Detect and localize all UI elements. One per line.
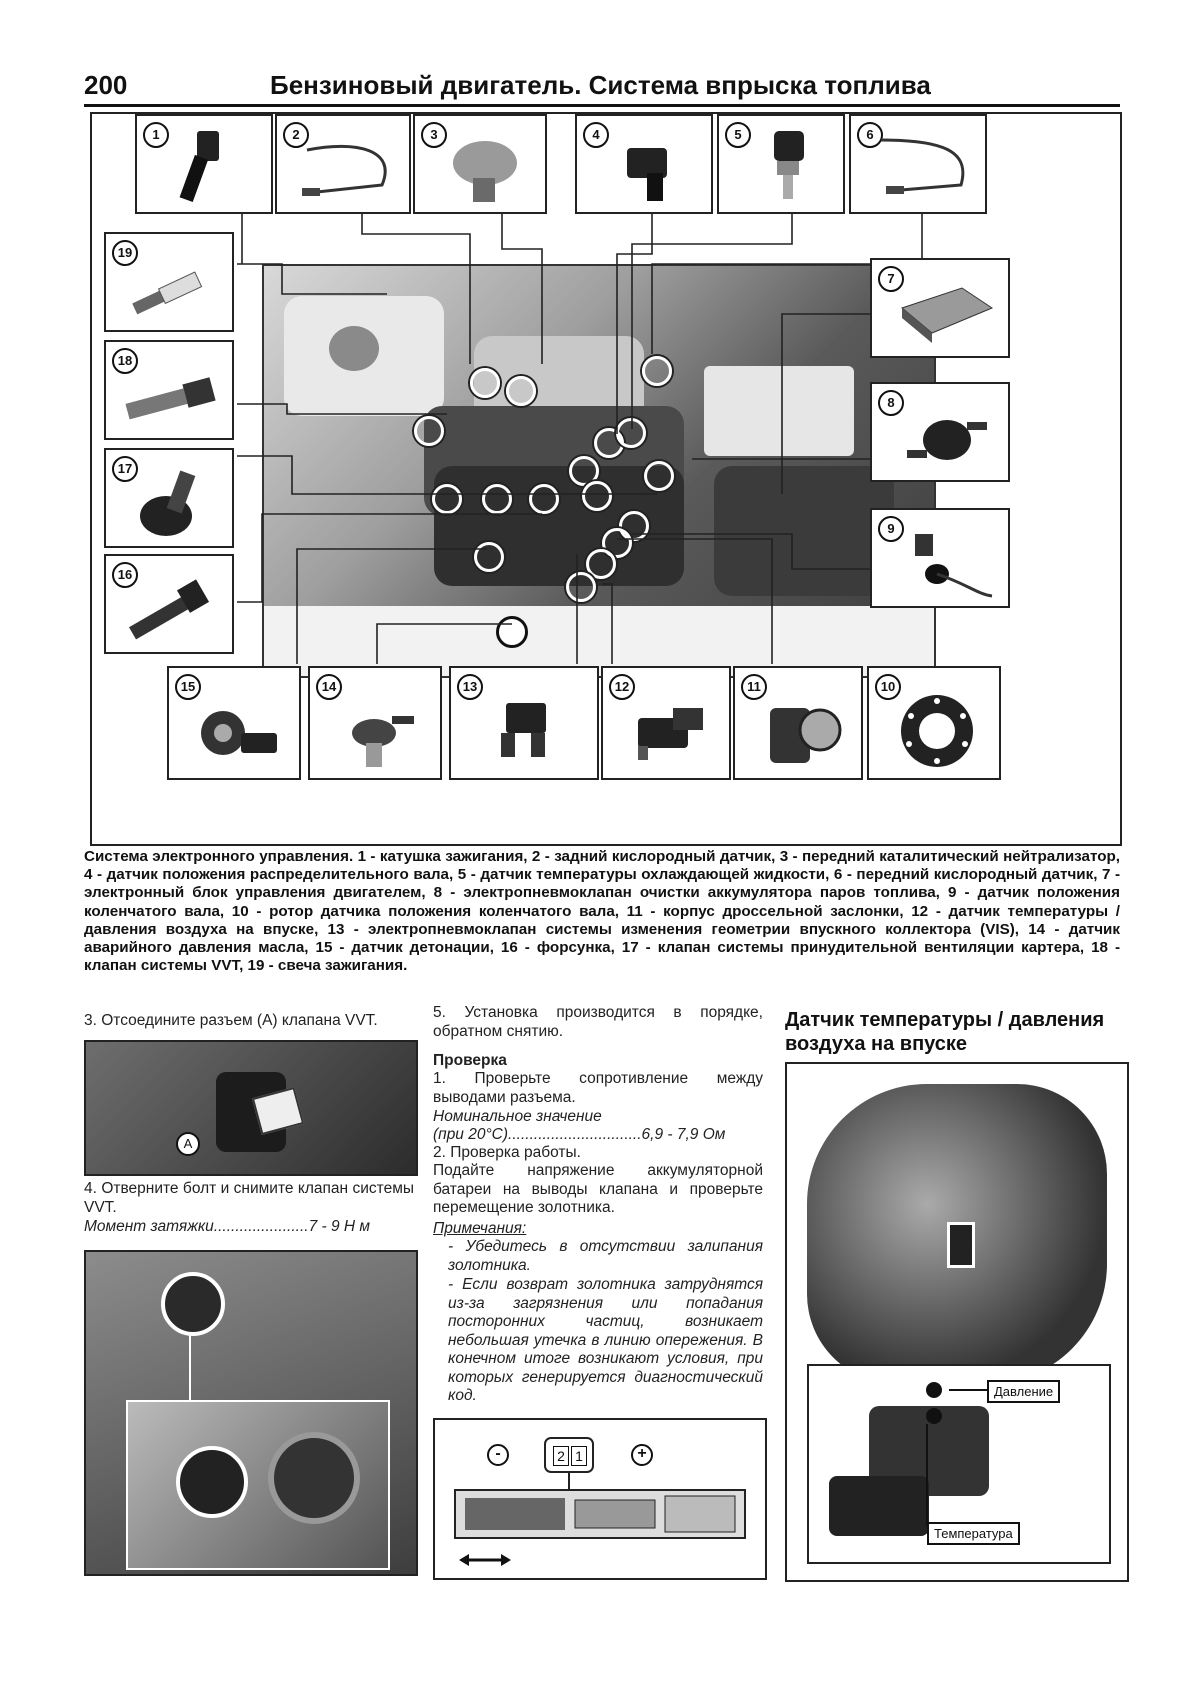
nominal-spec [433, 1126, 763, 1145]
part-number: 19 [112, 240, 138, 266]
notes-heading: Примечания: [433, 1220, 527, 1237]
part-catalytic-converter [413, 114, 547, 214]
page-number: 200 [84, 70, 128, 100]
vvt-valve-diagram [433, 1418, 767, 1580]
oxygen-sensor-icon [287, 130, 399, 206]
rotor-icon [887, 686, 987, 776]
part-crankshaft-position-sensor [870, 508, 1010, 608]
minus-terminal: - [487, 1444, 509, 1466]
part-vvt-valve [104, 340, 234, 440]
oxygen-sensor-icon [861, 130, 973, 206]
part-number: 10 [875, 674, 901, 700]
ignition-coil-icon [157, 126, 257, 206]
catalytic-converter-icon [435, 128, 535, 208]
nominal-condition: (при 20°С) [433, 1126, 509, 1143]
part-pcv-valve [104, 448, 234, 548]
plus-terminal: + [631, 1444, 653, 1466]
ecu-icon [892, 278, 1002, 352]
valve-cross-section [435, 1420, 765, 1578]
leader-line [617, 212, 652, 434]
torque-spec [84, 1218, 414, 1237]
nominal-dots: ............................... [508, 1126, 642, 1143]
page-title: Бензиновый двигатель. Система впрыска топлива [270, 70, 931, 100]
vis-solenoid-icon [471, 688, 591, 774]
torque-label: Момент затяжки [84, 1218, 214, 1235]
part-number: 9 [878, 516, 904, 542]
leader-line [632, 212, 792, 429]
label-temperature: Температура [927, 1522, 1020, 1545]
leader-line [189, 1332, 191, 1400]
part-number: 12 [609, 674, 635, 700]
part-number: 17 [112, 456, 138, 482]
part-number: 1 [143, 122, 169, 148]
torque-dots: ...................... [213, 1218, 309, 1235]
injector-icon [116, 570, 226, 648]
photo-vvt-removal [84, 1250, 418, 1576]
pin-1: 1 [571, 1446, 587, 1466]
part-number: 16 [112, 562, 138, 588]
part-coolant-temperature-sensor [717, 114, 845, 214]
torque-value: 7 - 9 Н м [308, 1218, 371, 1235]
part-number: 7 [878, 266, 904, 292]
step-4: 4. Отверните болт и снимите клапан системы VVT. [84, 1180, 414, 1216]
photo-vvt-connector [84, 1040, 418, 1176]
oil-pressure-sensor-icon [324, 688, 434, 774]
valve-bore-ring [176, 1446, 248, 1518]
crankshaft-sensor-icon [897, 524, 997, 602]
marker-a: A [176, 1132, 200, 1156]
part-rear-oxygen-sensor [275, 114, 411, 214]
note-1: - Убедитесь в отсутствии залипания золотника. [448, 1238, 763, 1274]
part-vis-solenoid [449, 666, 599, 780]
leader-line [237, 264, 387, 294]
part-number: 5 [725, 122, 751, 148]
knock-sensor-icon [183, 688, 293, 774]
part-injector [104, 554, 234, 654]
map-sensor-icon [618, 688, 723, 774]
purge-solenoid-icon [897, 402, 997, 476]
leader-line [237, 514, 542, 602]
part-number: 3 [421, 122, 447, 148]
sensor-location-marker [947, 1222, 975, 1268]
check-heading: Проверка [433, 1052, 507, 1069]
part-knock-sensor [167, 666, 301, 780]
leader-line [502, 212, 542, 364]
photo-engine-sensor [785, 1062, 1129, 1582]
nominal-value: 6,9 - 7,9 Ом [641, 1126, 726, 1143]
part-number: 6 [857, 122, 883, 148]
part-spark-plug [104, 232, 234, 332]
part-camshaft-position-sensor [575, 114, 713, 214]
bolt-location-ring [161, 1272, 225, 1336]
coolant-sensor-icon [739, 126, 829, 206]
figure-caption: Система электронного управления. 1 - катушка зажигания, 2 - задний кислородный датчик, 3 - передний каталитический нейтрализатор, 4 - датчик положения распределительного вала, 5 - датчик температуры охлаждающей жидкости, 6 - передний кислородный датчик, 7 - электронный блок управления двигателем, 8 - электропневмоклапан очистки аккумулятора паров топлива, 9 - датчик положения коленчатого вала, 10 - ротор датчика положения коленчатого вала, 11 - корпус дроссельной заслонки, 12 - датчик температуры / давления воздуха на впуске, 13 - электропневмоклапан системы изменения геометрии впускного коллектора (VIS), 14 - датчик аварийного давления масла, 15 - датчик детонации, 16 - форсунка, 17 - клапан системы принудительной вентиляции картера, 18 - клапан системы VVT, 19 - свеча зажигания. [84, 848, 1120, 975]
nominal-label: Номинальное значение [433, 1108, 602, 1125]
leader-line [782, 314, 872, 494]
note-2: - Если возврат золотника затруднятся из-за загрязнения или попадания посторонних частиц, возникает небольшая утечка в линию опережения. В конечном итоге возникают условия, при которых генерируется диагностический код. [448, 1276, 763, 1404]
part-throttle-body [733, 666, 863, 780]
part-number: 11 [741, 674, 767, 700]
label-pressure: Давление [987, 1380, 1060, 1403]
pin-2: 2 [553, 1446, 569, 1466]
part-number: 2 [283, 122, 309, 148]
check-step-1: 1. Проверьте сопротивление между выводами разъема. [433, 1070, 763, 1106]
part-intake-air-sensor [601, 666, 731, 780]
part-purge-solenoid [870, 382, 1010, 482]
section-title: Датчик температуры / давления воздуха на впуске [785, 1009, 1105, 1055]
leader-line [237, 456, 657, 494]
part-ecu [870, 258, 1010, 358]
sensor-inset [807, 1364, 1111, 1564]
part-crankshaft-sensor-rotor [867, 666, 1001, 780]
step-3: 3. Отсоедините разъем (А) клапана VVT. [84, 1012, 378, 1029]
throttle-body-icon [750, 688, 855, 774]
pcv-valve-icon [121, 464, 221, 542]
leader-line [362, 212, 470, 364]
spark-plug-icon [116, 252, 226, 326]
valve-port [268, 1432, 360, 1524]
part-number: 8 [878, 390, 904, 416]
part-ignition-coil [135, 114, 273, 214]
vvt-valve-icon [116, 360, 226, 434]
part-front-oxygen-sensor [849, 114, 987, 214]
check-step-2: 2. Проверка работы. [433, 1144, 581, 1161]
engine-system-figure [90, 112, 1122, 846]
part-number: 14 [316, 674, 342, 700]
check-step-2-text: Подайте напряжение аккумуляторной батареи на выводы клапана и проверьте перемещение золотника. [433, 1162, 763, 1216]
part-number: 15 [175, 674, 201, 700]
leader-line [377, 624, 512, 664]
leader-line [617, 539, 772, 664]
leader-line [297, 549, 487, 664]
part-oil-pressure-sensor [308, 666, 442, 780]
leader-line [602, 584, 612, 664]
header-rule [84, 104, 1120, 107]
camshaft-sensor-icon [597, 128, 697, 208]
part-number: 4 [583, 122, 609, 148]
part-number: 13 [457, 674, 483, 700]
part-number: 18 [112, 348, 138, 374]
step-5: 5. Установка производится в порядке, обратном снятию. [433, 1004, 763, 1040]
inset-photo [126, 1400, 390, 1570]
leader-line [237, 404, 447, 414]
